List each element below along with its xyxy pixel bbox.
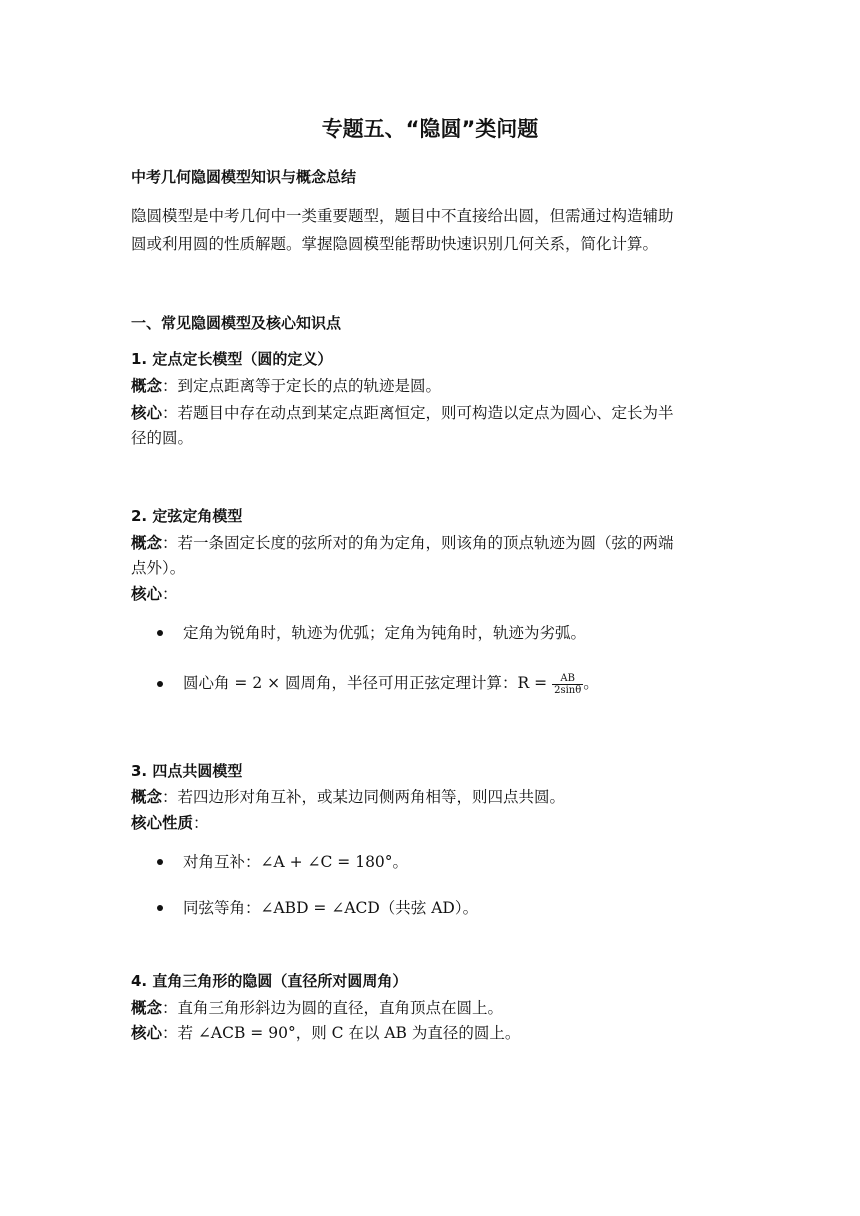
intro-line-2: 圆或利用圆的性质解题。掌握隐圆模型能帮助快速识别几何关系，简化计算。	[131, 235, 659, 253]
subtitle: 中考几何隐圆模型知识与概念总结	[131, 168, 357, 186]
core-label: 核心	[131, 404, 163, 422]
concept-label: 概念	[131, 377, 163, 395]
model-3-concept: 概念：若四边形对角互补，或某边同侧两角相等，则四点共圆。	[131, 788, 566, 806]
model-3-bullet-2: 同弦等角：∠ABD = ∠ACD（共弦 AD）。	[183, 899, 479, 917]
model-4-core: 核心：若 ∠ACB = 90°，则 C 在以 AB 为直径的圆上。	[131, 1024, 521, 1042]
model-2-concept-cont: 点外）。	[131, 559, 186, 577]
concept-label: 概念	[131, 788, 163, 806]
model-3-heading: 3. 四点共圆模型	[131, 762, 243, 780]
radius-fraction: $\frac{AB}{2\sin\theta}$	[554, 672, 582, 696]
model-2-bullet-1: 定角为锐角时，轨迹为优弧；定角为钝角时，轨迹为劣弧。	[183, 624, 587, 642]
model-2-concept: 概念：若一条固定长度的弦所对的角为定角，则该角的顶点轨迹为圆（弦的两端	[131, 534, 674, 552]
model-2-bullet-2: 圆心角 = 2 × 圆周角，半径可用正弦定理计算：R = $\frac{AB}{2\sin\theta}$ 。	[183, 672, 599, 696]
concept-label: 概念	[131, 534, 163, 552]
section-heading: 一、常见隐圆模型及核心知识点	[131, 314, 342, 332]
bullet-icon	[157, 859, 163, 865]
bullet-icon	[157, 681, 163, 687]
core-props-label: 核心性质	[131, 814, 194, 832]
model-1-core-cont: 径的圆。	[131, 429, 194, 447]
model-1-heading: 1. 定点定长模型（圆的定义）	[131, 350, 333, 368]
model-1-concept: 概念：到定点距离等于定长的点的轨迹是圆。	[131, 377, 442, 395]
page-title: 专题五、“隐圆”类问题	[321, 117, 539, 141]
concept-label: 概念	[131, 999, 163, 1017]
core-label: 核心	[131, 585, 163, 603]
model-1-core: 核心：若题目中存在动点到某定点距离恒定，则可构造以定点为圆心、定长为半	[131, 404, 674, 422]
model-4-heading: 4. 直角三角形的隐圆（直径所对圆周角）	[131, 972, 408, 990]
model-3-bullet-1: 对角互补：∠A + ∠C = 180°。	[183, 853, 409, 871]
bullet-icon	[157, 905, 163, 911]
model-3-core: 核心性质：	[131, 814, 209, 832]
core-label: 核心	[131, 1024, 163, 1042]
model-2-core: 核心：	[131, 585, 178, 603]
model-2-heading: 2. 定弦定角模型	[131, 507, 243, 525]
intro-line-1: 隐圆模型是中考几何中一类重要题型，题目中不直接给出圆，但需通过构造辅助	[131, 207, 674, 225]
bullet-icon	[157, 630, 163, 636]
model-4-concept: 概念：直角三角形斜边为圆的直径，直角顶点在圆上。	[131, 999, 504, 1017]
